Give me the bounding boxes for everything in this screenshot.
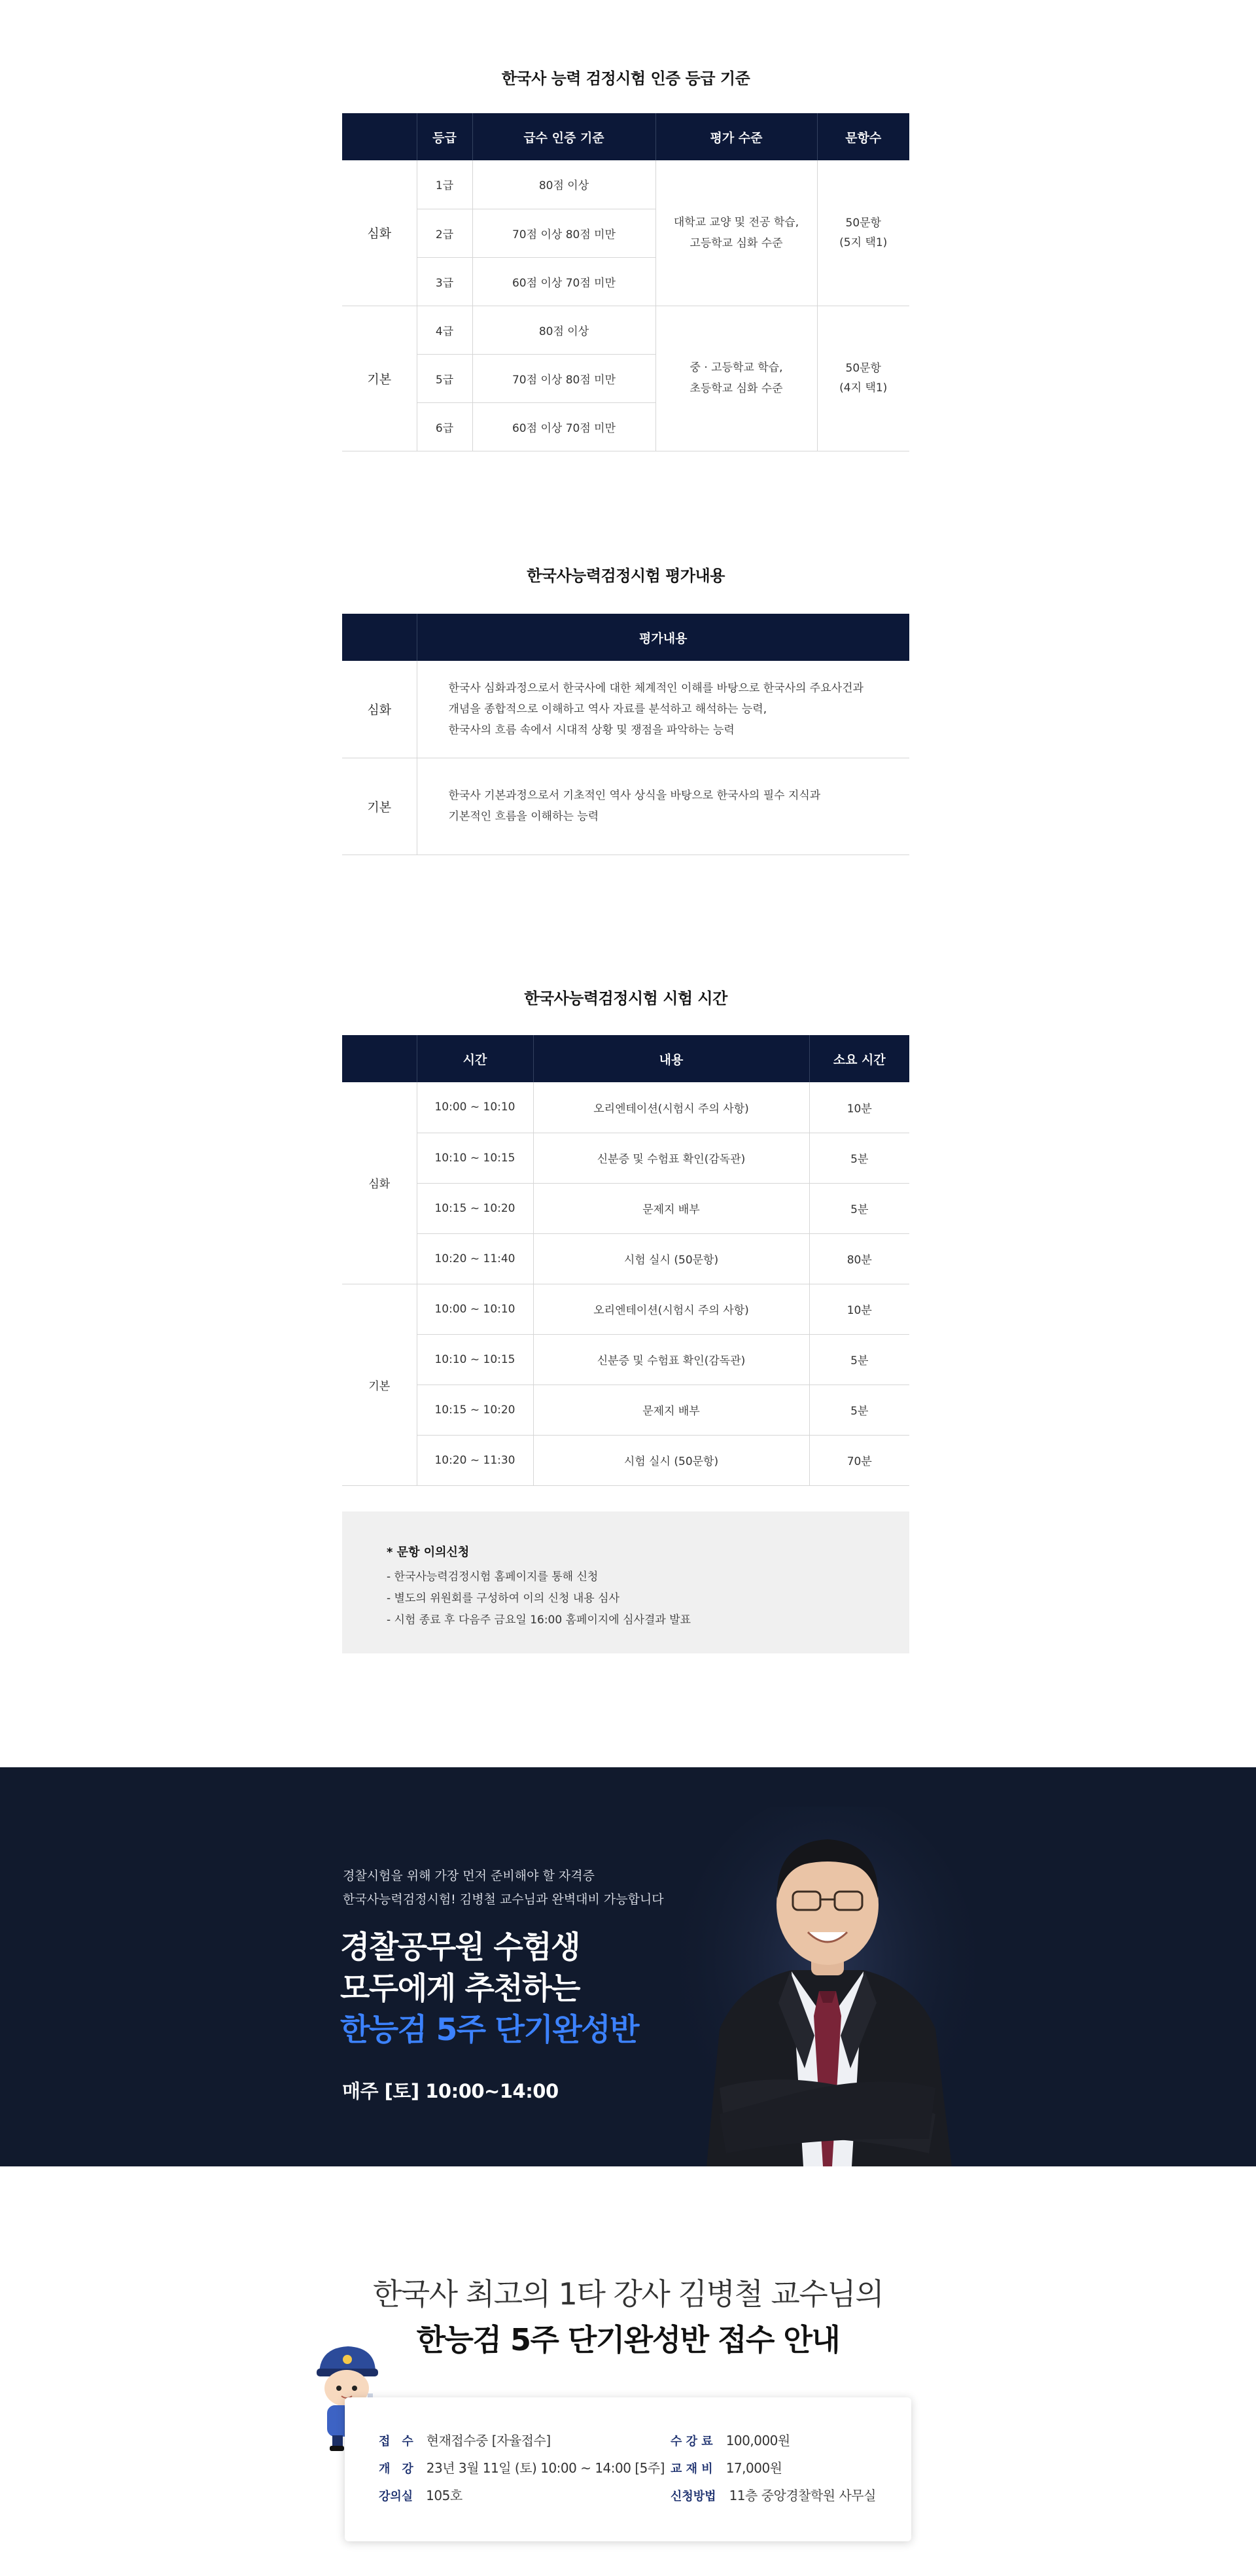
banner-course-name: 한능검 5주 단기완성반 [340,2012,639,2048]
duration-cell: 5분 [809,1334,909,1385]
grade-header-grade: 등급 [417,113,472,160]
notice-line: - 별도의 위원회를 구성하여 이의 신청 내용 심사 [387,1592,619,1605]
time-header-content: 내용 [533,1035,809,1082]
banner-headline [340,1927,638,2051]
time-table-wrap [342,1035,909,1486]
grade-table [342,113,909,451]
time-table-header [342,1035,909,1082]
table-row [342,661,909,758]
level-line: 초등학교 심화 수준 [689,382,783,395]
content-cell: 신분증 및 수험표 확인(감독관) [533,1334,809,1385]
eval-content-cell [417,758,909,855]
info-row-registration [379,2430,551,2449]
content-cell: 오리엔테이션(시험시 주의 사항) [533,1082,809,1133]
duration-cell: 80분 [809,1233,909,1284]
count-line: (4지 택1) [839,381,888,395]
info-row-classroom [379,2485,462,2504]
eval-line: 한국사의 흐름 속에서 시대적 상황 및 쟁점을 파악하는 능력 [448,723,735,737]
eval-line: 개념을 종합적으로 이해하고 역사 자료를 분석하고 해석하는 능력, [448,702,767,716]
time-cell: 10:15 ~ 10:20 [417,1385,533,1435]
group-label: 심화 [342,1082,417,1284]
info-key: 강의실 [379,2490,413,2503]
time-header-blank [342,1035,417,1082]
content-cell: 시험 실시 (50문항) [533,1435,809,1485]
group-label: 기본 [342,306,417,451]
info-key: 접 수 [379,2435,413,2448]
time-table [342,1035,909,1486]
eval-line: 한국사 심화과정으로서 한국사에 대한 체계적인 이해를 바탕으로 한국사의 주요사건과 [448,681,864,695]
time-header-duration: 소요 시간 [809,1035,909,1082]
count-cell [817,306,909,451]
notice-title: * 문항 이의신청 [387,1545,470,1559]
criteria-cell: 60점 이상 70점 미만 [472,257,655,306]
time-cell: 10:15 ~ 10:20 [417,1183,533,1233]
duration-cell: 10분 [809,1082,909,1133]
grade-criteria-section [342,65,909,88]
time-cell: 10:10 ~ 10:15 [417,1334,533,1385]
eval-header-blank [342,614,417,661]
table-row [342,160,909,209]
banner-head-line: 모두에게 추천하는 [340,1971,580,2007]
registration-info-card [345,2397,911,2541]
eval-table-wrap [342,614,909,855]
info-title: 한능검 5주 단기완성반 접수 안내 [416,2322,840,2357]
duration-cell: 5분 [809,1385,909,1435]
grade-cell: 6급 [417,402,472,451]
level-cell [655,306,817,451]
duration-cell: 70분 [809,1435,909,1485]
time-cell: 10:00 ~ 10:10 [417,1082,533,1133]
table-row [342,306,909,354]
info-key: 교 재 비 [671,2462,713,2476]
criteria-cell: 60점 이상 70점 미만 [472,402,655,451]
time-header-time: 시간 [417,1035,533,1082]
table-row [342,1385,909,1435]
criteria-cell: 70점 이상 80점 미만 [472,209,655,257]
info-row-apply-method [671,2485,876,2504]
banner-schedule: 매주 [토] 10:00~14:00 [342,2080,559,2102]
grade-cell: 3급 [417,257,472,306]
table-row [342,1334,909,1385]
info-value: 11층 중앙경찰학원 사무실 [729,2488,876,2503]
table-row [342,1284,909,1334]
group-label: 기본 [342,758,417,855]
grade-header-blank [342,113,417,160]
instructor-portrait [680,1807,975,2166]
info-value: 현재접수중 [자율접수] [426,2433,551,2448]
eval-content-cell [417,661,909,758]
time-cell: 10:00 ~ 10:10 [417,1284,533,1334]
time-cell: 10:20 ~ 11:30 [417,1435,533,1485]
count-line: 50문항 [845,362,881,375]
grade-header-level: 평가 수준 [655,113,817,160]
grade-cell: 5급 [417,354,472,402]
content-cell: 오리엔테이션(시험시 주의 사항) [533,1284,809,1334]
table-row [342,1133,909,1183]
banner-head-line: 경찰공무원 수험생 [340,1930,580,1966]
content-cell: 신분증 및 수험표 확인(감독관) [533,1133,809,1183]
duration-cell: 10분 [809,1284,909,1334]
group-label: 기본 [342,1284,417,1485]
table-row [342,1082,909,1133]
eval-section [342,563,909,586]
group-label: 심화 [342,160,417,306]
grade-header-count: 문항수 [817,113,909,160]
info-value: 105호 [426,2488,462,2503]
group-label: 심화 [342,661,417,758]
grade-table-header [342,113,909,160]
grade-table-wrap [342,113,909,451]
info-value: 17,000원 [725,2460,782,2476]
level-line: 중 · 고등학교 학습, [689,361,783,374]
info-row-textbook [671,2458,782,2477]
eval-table-header [342,614,909,661]
objection-notice-box [342,1511,909,1653]
level-line: 대학교 교양 및 전공 학습, [673,215,799,229]
level-line: 고등학교 심화 수준 [689,236,783,250]
table-row [342,758,909,855]
banner-sub-line: 한국사능력검정시험! 김병철 교수님과 완벽대비 가능합니다 [343,1892,664,1907]
duration-cell: 5분 [809,1133,909,1183]
grade-cell: 4급 [417,306,472,354]
eval-line: 기본적인 흐름을 이해하는 능력 [448,810,599,823]
count-line: (5지 택1) [839,236,888,249]
table-row [342,1435,909,1485]
table-row [342,1183,909,1233]
criteria-cell: 70점 이상 80점 미만 [472,354,655,402]
time-cell: 10:20 ~ 11:40 [417,1233,533,1284]
info-row-start [379,2458,665,2477]
info-row-tuition [671,2430,790,2449]
info-key: 신청방법 [671,2490,716,2503]
eval-header-content: 평가내용 [417,614,909,661]
time-section [342,985,909,1008]
info-key: 수 강 료 [671,2435,713,2448]
promo-banner [0,1767,1256,2166]
notice-line: - 시험 종료 후 다음주 금요일 16:00 홈페이지에 심사결과 발표 [387,1614,691,1627]
notice-line: - 한국사능력검정시험 홈페이지를 통해 신청 [387,1570,599,1583]
content-cell: 문제지 배부 [533,1183,809,1233]
count-line: 50문항 [845,216,881,230]
info-value: 100,000원 [725,2433,790,2448]
info-value: 23년 3월 11일 (토) 10:00 ~ 14:00 [5주] [426,2460,665,2476]
table-row [342,1233,909,1284]
content-cell: 문제지 배부 [533,1385,809,1435]
grade-cell: 1급 [417,160,472,209]
eval-line: 한국사 기본과정으로서 기초적인 역사 상식을 바탕으로 한국사의 필수 지식과 [448,789,821,802]
eval-table [342,614,909,855]
content-cell: 시험 실시 (50문항) [533,1233,809,1284]
time-section-title: 한국사능력검정시험 시험 시간 [524,989,727,1008]
grade-section-title: 한국사 능력 검정시험 인증 등급 기준 [501,69,750,88]
count-cell [817,160,909,306]
duration-cell: 5분 [809,1183,909,1233]
banner-sub-line: 경찰시험을 위해 가장 먼저 준비해야 할 자격증 [343,1869,595,1883]
criteria-cell: 80점 이상 [472,306,655,354]
time-cell: 10:10 ~ 10:15 [417,1133,533,1183]
banner-subtext [343,1864,664,1911]
grade-header-criteria: 급수 인증 기준 [472,113,655,160]
info-subtitle: 한국사 최고의 1타 강사 김병철 교수님의 [372,2276,884,2312]
grade-cell: 2급 [417,209,472,257]
eval-section-title: 한국사능력검정시험 평가내용 [527,567,725,585]
criteria-cell: 80점 이상 [472,160,655,209]
level-cell [655,160,817,306]
info-key: 개 강 [379,2462,413,2476]
